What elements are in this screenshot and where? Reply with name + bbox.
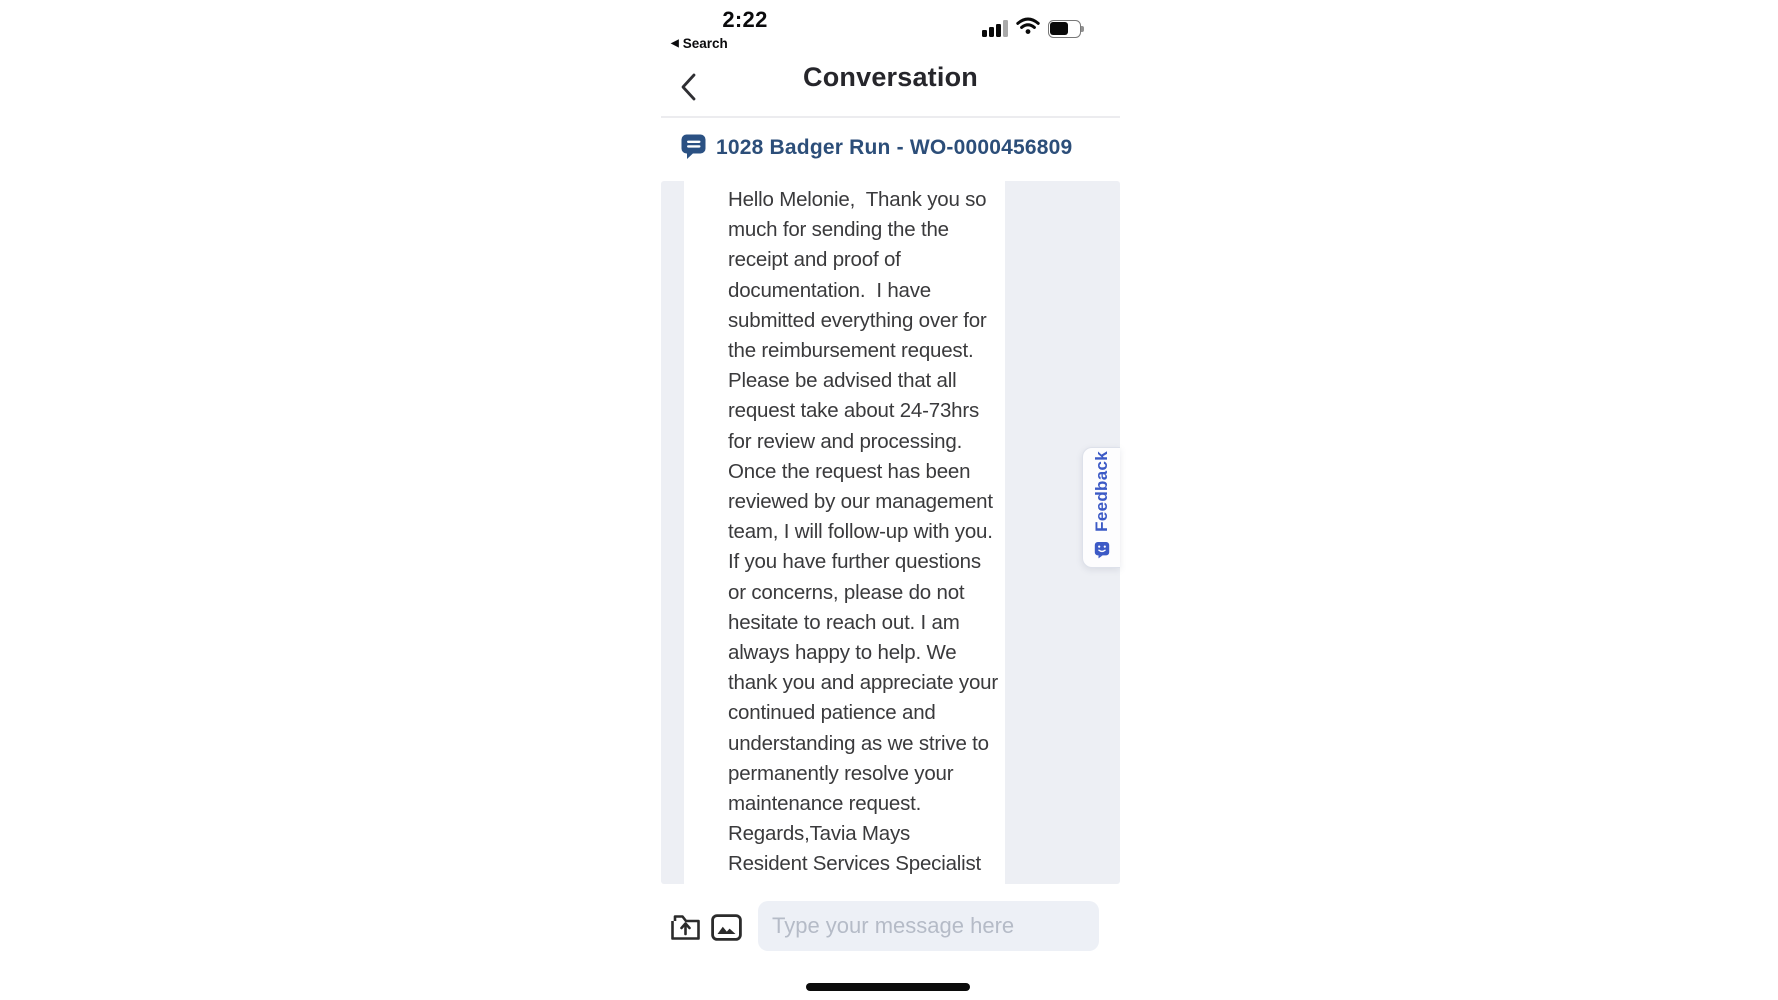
message-line: continued patience and: [728, 701, 936, 725]
message-line: maintenance request.: [728, 792, 922, 816]
message-line: Regards,Tavia Mays: [728, 822, 911, 846]
message-line: understanding as we strive to: [728, 731, 989, 755]
message-text: [728, 185, 1030, 880]
message-input[interactable]: [758, 901, 1099, 951]
work-order-row[interactable]: [680, 132, 1072, 164]
message-line: team, I will follow-up with you.: [728, 520, 993, 544]
page-title: Conversation: [803, 62, 978, 92]
message-line: submitted everything over for: [728, 308, 987, 332]
message-line: the reimbursement request.: [728, 339, 974, 363]
work-order-title: 1028 Badger Run - WO-0000456809: [716, 136, 1073, 159]
message-line: Hello Melonie, Thank you so: [728, 188, 987, 211]
message-line: much for sending the the: [728, 218, 949, 242]
feedback-tab-button[interactable]: [1082, 447, 1120, 568]
message-line: for review and processing.: [728, 429, 963, 453]
status-bar-icons: [982, 18, 1084, 39]
message-line: hesitate to reach out. I am: [728, 610, 960, 634]
message-line: If you have further questions: [728, 550, 981, 574]
message-line: Once the request has been: [728, 459, 971, 483]
message-line: reviewed by our management: [728, 490, 993, 514]
status-bar-time: 2:22: [722, 7, 768, 32]
back-to-search-link[interactable]: [671, 36, 728, 51]
message-line: permanently resolve your: [728, 761, 954, 785]
header-divider: [661, 116, 1120, 118]
feedback-smiley-icon: [1094, 541, 1110, 564]
feedback-tab-label: Feedback: [1091, 451, 1111, 532]
message-line: thank you and appreciate your: [728, 671, 998, 695]
back-to-search-label: Search: [682, 36, 728, 51]
message-scroll-area[interactable]: [661, 181, 1120, 884]
back-triangle-icon: ◀: [671, 37, 679, 49]
upload-file-button[interactable]: [670, 912, 701, 946]
message-line: receipt and proof of: [728, 248, 901, 272]
home-indicator-handle[interactable]: [806, 983, 970, 991]
wifi-icon: [1016, 17, 1040, 40]
phone-screen: [661, 0, 1120, 1000]
message-line: Please be advised that all: [728, 369, 957, 393]
battery-icon: [1048, 20, 1084, 38]
message-line: documentation. I have: [728, 278, 932, 302]
message-line: request take about 24-73hrs: [728, 399, 980, 423]
message-line: or concerns, please do not: [728, 580, 965, 604]
attach-image-button[interactable]: [711, 914, 742, 946]
message-line: Resident Services Specialist: [728, 852, 982, 876]
message-line: always happy to help. We: [728, 641, 957, 665]
message-bubble: [684, 181, 1005, 884]
composer-bar: [661, 901, 1120, 951]
cellular-signal-icon: [982, 20, 1008, 37]
chat-bubble-icon: [680, 132, 707, 165]
